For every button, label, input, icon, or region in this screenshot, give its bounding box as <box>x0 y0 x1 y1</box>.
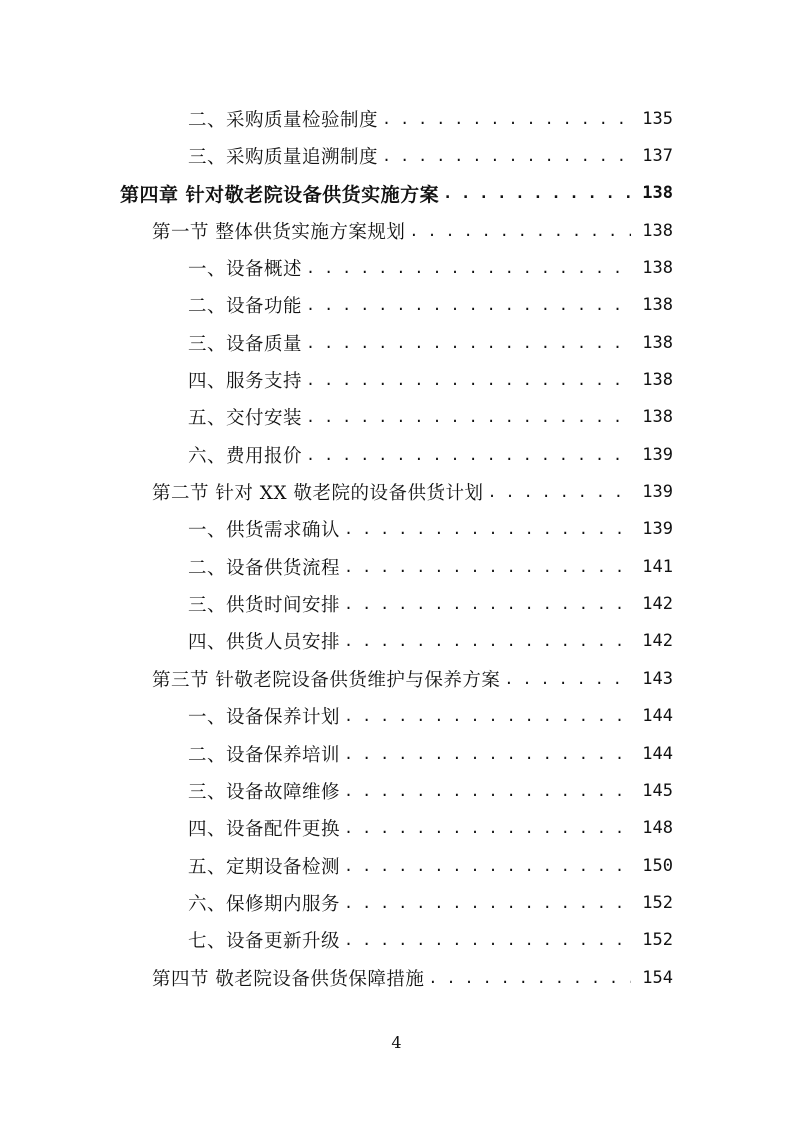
toc-entry-label: 二、设备保养培训 <box>188 744 341 766</box>
toc-dot-leader <box>306 334 631 352</box>
toc-entry-page-number: 137 <box>642 146 673 167</box>
toc-entry-label: 六、费用报价 <box>188 445 303 467</box>
toc-entry-page-number: 144 <box>642 706 673 727</box>
toc-dot-leader <box>443 184 631 202</box>
toc-entry-label: 第三节 针敬老院设备供货维护与保养方案 <box>152 669 501 691</box>
toc-entry-page-number: 148 <box>642 818 673 839</box>
toc-entry-label: 一、设备概述 <box>188 259 303 281</box>
toc-entry-item[interactable] <box>0 623 793 660</box>
toc-entry-page-number: 138 <box>642 220 673 241</box>
toc-entry-item[interactable] <box>0 735 793 772</box>
toc-dot-leader <box>487 483 631 501</box>
toc-dot-leader <box>382 110 631 128</box>
toc-entry-label: 四、设备配件更换 <box>188 819 341 841</box>
toc-dot-leader <box>306 259 631 277</box>
toc-entry-label: 七、设备更新升级 <box>188 931 341 953</box>
toc-dot-leader <box>344 782 631 800</box>
toc-entry-section[interactable] <box>0 660 793 697</box>
toc-entry-label: 第四节 敬老院设备供货保障措施 <box>152 968 425 990</box>
toc-entry-item[interactable] <box>0 137 793 174</box>
toc-entry-label: 四、服务支持 <box>188 371 303 393</box>
toc-entry-item[interactable] <box>0 884 793 921</box>
toc-dot-leader <box>306 408 631 426</box>
toc-dot-leader <box>428 969 631 987</box>
toc-entry-item[interactable] <box>0 810 793 847</box>
toc-dot-leader <box>344 520 631 538</box>
toc-entry-page-number: 139 <box>642 444 673 465</box>
toc-entry-item[interactable] <box>0 324 793 361</box>
toc-dot-leader <box>344 894 631 912</box>
toc-entry-page-number: 139 <box>642 482 673 503</box>
toc-entry-item[interactable] <box>0 361 793 398</box>
toc-dot-leader <box>344 632 631 650</box>
toc-entry-item[interactable] <box>0 922 793 959</box>
toc-entry-item[interactable] <box>0 399 793 436</box>
toc-entry-section[interactable] <box>0 473 793 510</box>
toc-entry-label: 二、设备供货流程 <box>188 557 341 579</box>
toc-dot-leader <box>344 707 631 725</box>
toc-entry-label: 第二节 针对 XX 敬老院的设备供货计划 <box>152 483 484 505</box>
toc-entry-label: 六、保修期内服务 <box>188 893 341 915</box>
toc-entry-page-number: 141 <box>642 556 673 577</box>
toc-entry-section[interactable] <box>0 212 793 249</box>
toc-entry-label: 四、供货人员安排 <box>188 632 341 654</box>
toc-dot-leader <box>344 558 631 576</box>
toc-entry-label: 五、交付安装 <box>188 408 303 430</box>
toc-entry-page-number: 139 <box>642 519 673 540</box>
page-number: 4 <box>391 1033 402 1052</box>
toc-entry-label: 三、设备质量 <box>188 333 303 355</box>
toc-entry-item[interactable] <box>0 772 793 809</box>
toc-entry-item[interactable] <box>0 511 793 548</box>
toc-entry-item[interactable] <box>0 287 793 324</box>
toc-entry-item[interactable] <box>0 847 793 884</box>
toc-entry-item[interactable] <box>0 249 793 286</box>
toc-entry-page-number: 138 <box>642 370 673 391</box>
toc-entry-label: 三、设备故障维修 <box>188 781 341 803</box>
toc-dot-leader <box>382 147 631 165</box>
toc-dot-leader <box>409 222 631 240</box>
toc-dot-leader <box>344 745 631 763</box>
toc-entry-page-number: 138 <box>642 295 673 316</box>
toc-entry-page-number: 154 <box>642 967 673 988</box>
toc-dot-leader <box>306 296 631 314</box>
toc-entry-label: 第一节 整体供货实施方案规划 <box>152 221 406 243</box>
toc-entry-page-number: 138 <box>642 183 673 204</box>
toc-dot-leader <box>306 446 631 464</box>
toc-entry-item[interactable] <box>0 698 793 735</box>
toc-entry-page-number: 143 <box>642 668 673 689</box>
toc-dot-leader <box>344 857 631 875</box>
toc-entry-page-number: 138 <box>642 332 673 353</box>
toc-entry-page-number: 145 <box>642 780 673 801</box>
toc-entry-page-number: 135 <box>642 108 673 129</box>
toc-entry-page-number: 142 <box>642 594 673 615</box>
table-of-contents <box>0 100 793 996</box>
toc-entry-label: 一、设备保养计划 <box>188 707 341 729</box>
toc-entry-label: 二、设备功能 <box>188 296 303 318</box>
toc-entry-label: 三、供货时间安排 <box>188 595 341 617</box>
toc-entry-item[interactable] <box>0 436 793 473</box>
toc-entry-page-number: 144 <box>642 743 673 764</box>
toc-entry-label: 五、定期设备检测 <box>188 856 341 878</box>
toc-entry-page-number: 142 <box>642 631 673 652</box>
toc-entry-page-number: 152 <box>642 930 673 951</box>
toc-entry-page-number: 138 <box>642 258 673 279</box>
toc-dot-leader <box>344 595 631 613</box>
toc-entry-item[interactable] <box>0 100 793 137</box>
toc-entry-item[interactable] <box>0 548 793 585</box>
toc-entry-chapter[interactable] <box>0 175 793 212</box>
toc-entry-page-number: 152 <box>642 892 673 913</box>
toc-entry-page-number: 150 <box>642 855 673 876</box>
toc-entry-label: 二、采购质量检验制度 <box>188 109 379 131</box>
toc-entry-label: 三、采购质量追溯制度 <box>188 147 379 169</box>
toc-dot-leader <box>504 670 631 688</box>
toc-entry-page-number: 138 <box>642 407 673 428</box>
toc-entry-label: 第四章 针对敬老院设备供货实施方案 <box>120 183 440 206</box>
toc-dot-leader <box>306 371 631 389</box>
toc-entry-item[interactable] <box>0 585 793 622</box>
toc-entry-label: 一、供货需求确认 <box>188 520 341 542</box>
toc-dot-leader <box>344 931 631 949</box>
toc-dot-leader <box>344 819 631 837</box>
toc-entry-section[interactable] <box>0 959 793 996</box>
